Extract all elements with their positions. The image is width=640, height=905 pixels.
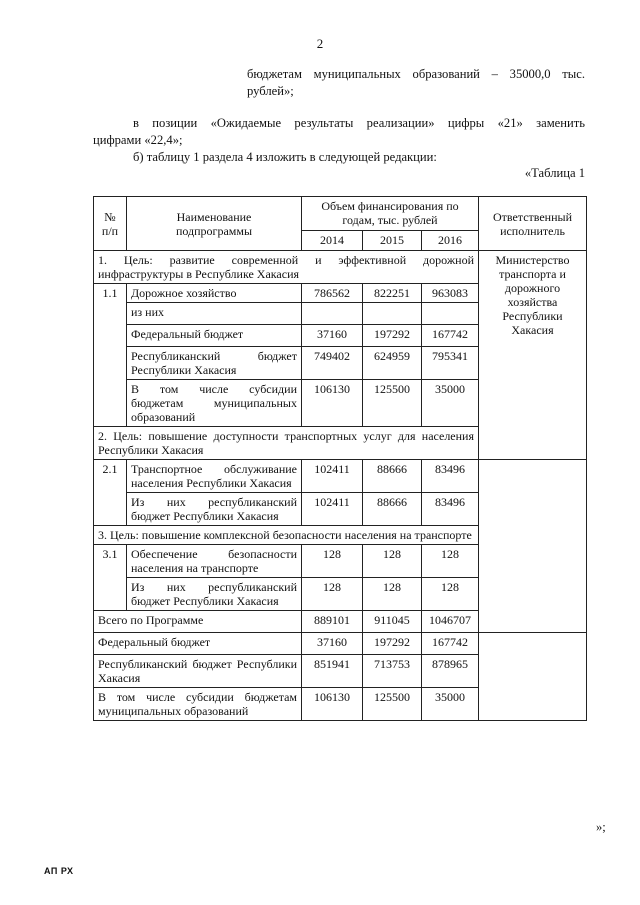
- cell-2014: 128: [302, 545, 363, 578]
- goal-2: 2. Цель: повышение доступности транспортных услуг для населения Республики Хакасия: [94, 427, 479, 460]
- cell-2014: 102411: [302, 460, 363, 493]
- cell-2015: 911045: [363, 611, 422, 633]
- cell-2016: [422, 303, 479, 325]
- cell-2014: 851941: [302, 655, 363, 688]
- cell-2015: 125500: [363, 688, 422, 721]
- total-name: Федеральный бюджет: [94, 633, 302, 655]
- intro-line-1: бюджетам муниципальных образований – 35000,0 тыс.: [247, 67, 585, 81]
- header-responsible: Ответственный исполнитель: [479, 197, 587, 251]
- cell-2015: 88666: [363, 460, 422, 493]
- cell-2016: 83496: [422, 493, 479, 526]
- row-name: Из них республиканский бюджет Республики Хакасия: [127, 493, 302, 526]
- cell-2015: 713753: [363, 655, 422, 688]
- para-b: б) таблицу 1 раздела 4 изложить в следующей редакции:: [133, 150, 437, 164]
- responsible-empty: [479, 460, 587, 633]
- intro-line-2: рублей»;: [247, 84, 294, 98]
- cell-2015: 128: [363, 578, 422, 611]
- stamp: АП РХ: [44, 866, 74, 876]
- row-name: В том числе субсидии бюджетам муниципальных образований: [127, 380, 302, 427]
- cell-2015: 88666: [363, 493, 422, 526]
- row-name: Дорожное хозяйство: [127, 284, 302, 303]
- row-num: 2.1: [94, 460, 127, 526]
- cell-2015: [363, 303, 422, 325]
- header-funding: Объем финансирования по годам, тыс. рублей: [302, 197, 479, 231]
- row-name: Обеспечение безопасности населения на транспорте: [127, 545, 302, 578]
- para-a-line-1: в позиции «Ожидаемые результаты реализации» цифры «21» заменить: [133, 116, 585, 130]
- row-name: Республиканский бюджет Республики Хакасия: [127, 347, 302, 380]
- cell-2016: 1046707: [422, 611, 479, 633]
- responsible-executor: Министерство транспорта и дорожного хозяйства Республики Хакасия: [479, 251, 587, 460]
- cell-2015: 197292: [363, 325, 422, 347]
- header-name: Наименование подпрограммы: [127, 197, 302, 251]
- row-name: Из них республиканский бюджет Республики Хакасия: [127, 578, 302, 611]
- total-name: Всего по Программе: [94, 611, 302, 633]
- cell-2016: 128: [422, 578, 479, 611]
- header-year: 2015: [363, 231, 422, 251]
- header-year: 2014: [302, 231, 363, 251]
- total-name: В том числе субсидии бюджетам муниципальных образований: [94, 688, 302, 721]
- table-caption: «Таблица 1: [524, 166, 585, 180]
- row-name: Федеральный бюджет: [127, 325, 302, 347]
- header-year: 2016: [422, 231, 479, 251]
- cell-2014: 106130: [302, 688, 363, 721]
- page-number: 2: [316, 36, 324, 51]
- cell-2014: 37160: [302, 633, 363, 655]
- row-num: 3.1: [94, 545, 127, 611]
- financing-table: [93, 196, 587, 721]
- cell-2014: 786562: [302, 284, 363, 303]
- cell-2014: 106130: [302, 380, 363, 427]
- header-num: № п/п: [94, 197, 127, 251]
- cell-2014: 889101: [302, 611, 363, 633]
- cell-2014: 128: [302, 578, 363, 611]
- cell-2016: 167742: [422, 633, 479, 655]
- row-name: Транспортное обслуживание населения Республики Хакасия: [127, 460, 302, 493]
- cell-2016: 128: [422, 545, 479, 578]
- cell-2015: 822251: [363, 284, 422, 303]
- cell-2014: [302, 303, 363, 325]
- cell-2015: 125500: [363, 380, 422, 427]
- closing-quote: »;: [596, 820, 606, 834]
- cell-2015: 624959: [363, 347, 422, 380]
- goal-1: 1. Цель: развитие современной и эффективной дорожной инфраструктуры в Республике Хакасия: [94, 251, 479, 284]
- cell-2014: 37160: [302, 325, 363, 347]
- cell-2016: 963083: [422, 284, 479, 303]
- cell-2016: 35000: [422, 380, 479, 427]
- total-name: Республиканский бюджет Республики Хакасия: [94, 655, 302, 688]
- goal-3: 3. Цель: повышение комплексной безопасности населения на транспорте: [94, 526, 479, 545]
- cell-2015: 128: [363, 545, 422, 578]
- cell-2015: 197292: [363, 633, 422, 655]
- cell-2016: 795341: [422, 347, 479, 380]
- responsible-empty: [479, 633, 587, 721]
- row-name: из них: [127, 303, 302, 325]
- cell-2014: 102411: [302, 493, 363, 526]
- cell-2016: 83496: [422, 460, 479, 493]
- cell-2016: 35000: [422, 688, 479, 721]
- cell-2016: 167742: [422, 325, 479, 347]
- cell-2014: 749402: [302, 347, 363, 380]
- para-a-line-2: цифрами «22,4»;: [93, 133, 183, 147]
- row-num: 1.1: [94, 284, 127, 427]
- cell-2016: 878965: [422, 655, 479, 688]
